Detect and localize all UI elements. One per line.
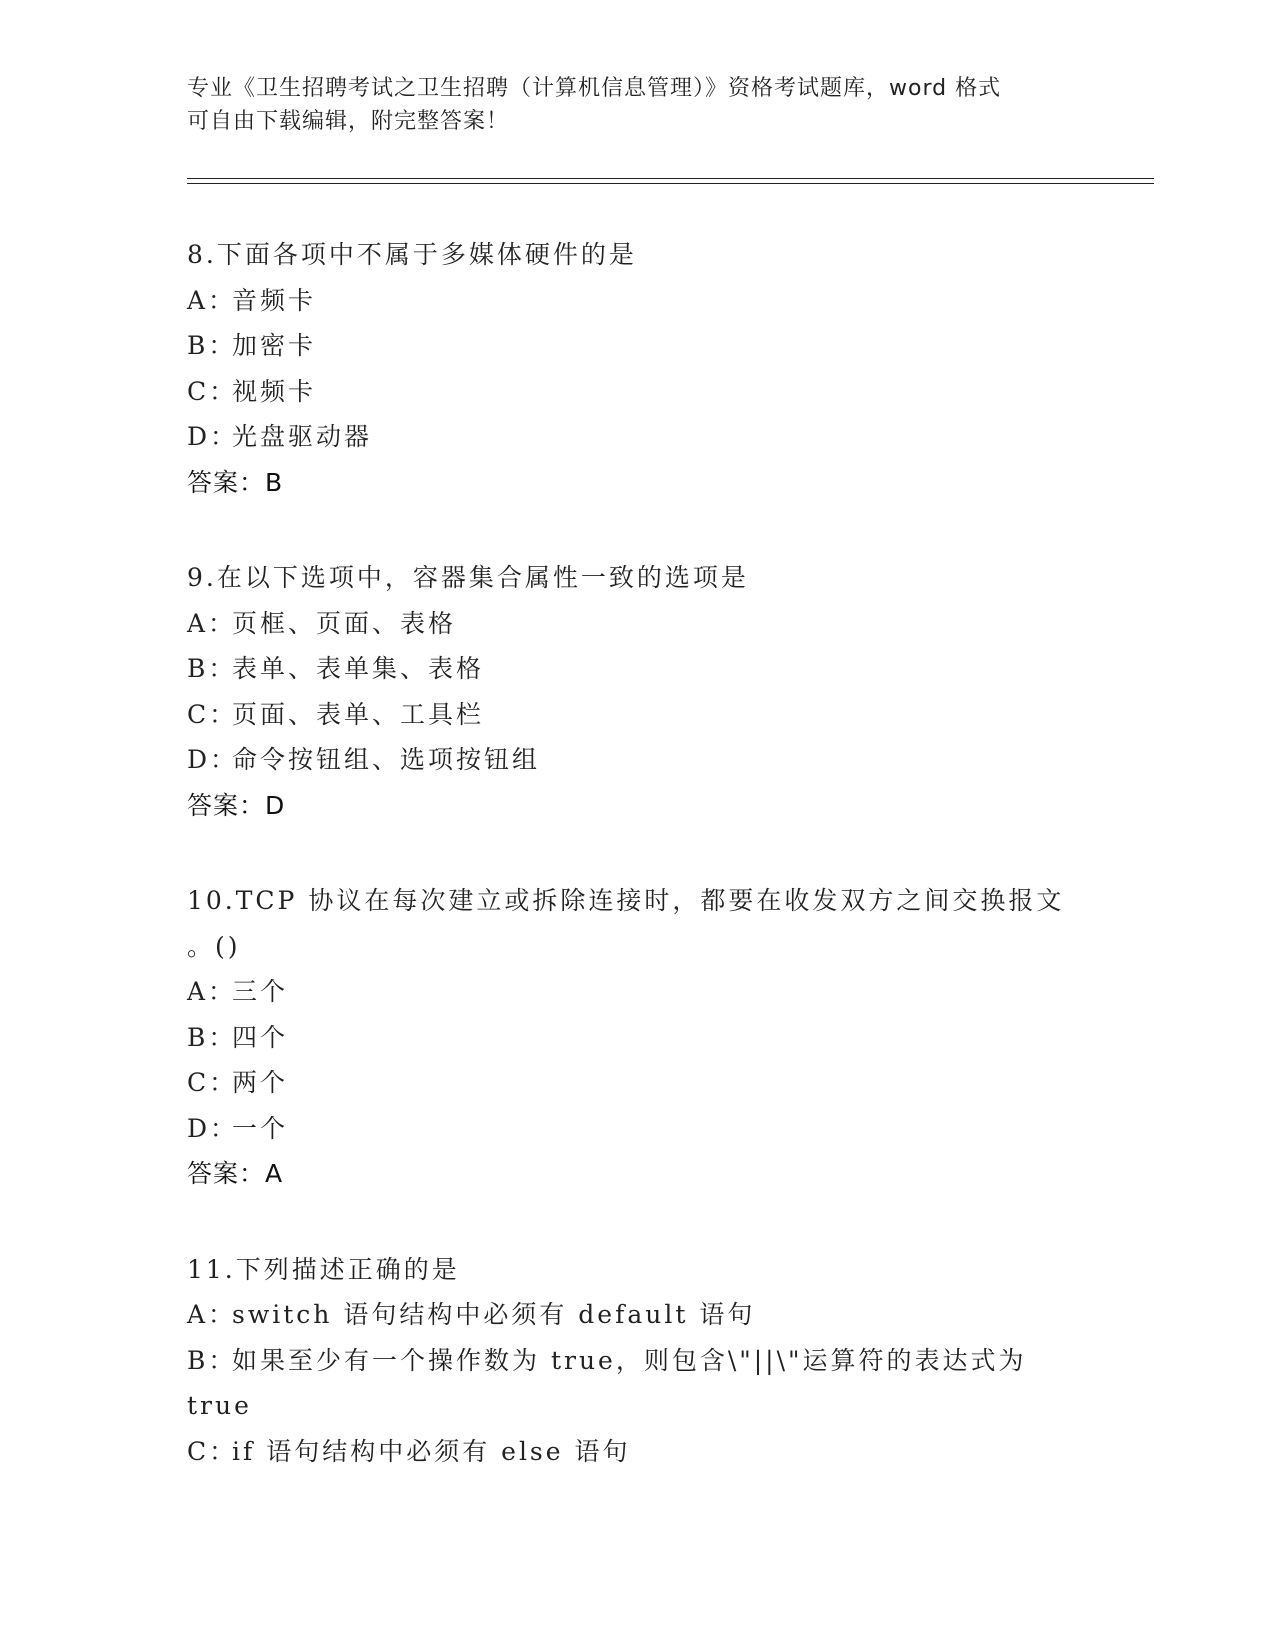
option-c <box>187 1060 1087 1106</box>
option-text: 视频卡 <box>232 376 317 406</box>
option-letter: A： <box>187 285 237 315</box>
option-letter: C： <box>187 1436 238 1466</box>
option-text: 四个 <box>232 1022 289 1052</box>
option-text: 三个 <box>232 977 289 1006</box>
question-list <box>187 232 1087 1524</box>
option-text: 光盘驱动器 <box>232 422 373 451</box>
option-text: switch 语句结构中必须有 default 语句 <box>232 1300 756 1329</box>
option-letter: A： <box>187 977 237 1006</box>
option-a <box>187 1292 1087 1338</box>
option-d <box>187 1106 1087 1152</box>
answer-line: 答案：B <box>187 467 284 497</box>
question-stem-line-1: 10.TCP 协议在每次建立或拆除连接时，都要在收发双方之间交换报文 <box>187 886 1065 915</box>
question-9 <box>187 555 1087 828</box>
option-a <box>187 969 1087 1015</box>
option-letter: D： <box>187 1113 239 1143</box>
question-stem: 11.下列描述正确的是 <box>187 1254 460 1284</box>
option-d <box>187 414 1087 460</box>
option-letter: D： <box>187 422 239 451</box>
option-text: 命令按钮组、选项按钮组 <box>232 745 541 774</box>
option-b <box>187 646 1087 692</box>
option-text: 音频卡 <box>232 285 317 315</box>
option-text: 两个 <box>232 1068 289 1097</box>
header-line-2: 可自由下载编辑，附完整答案！ <box>187 109 510 134</box>
option-letter: D： <box>187 745 239 774</box>
question-stem: 9.在以下选项中，容器集合属性一致的选项是 <box>187 563 749 592</box>
option-letter: C： <box>187 376 238 406</box>
option-letter: B： <box>187 1022 237 1052</box>
option-letter: B： <box>187 331 237 360</box>
header-divider-bottom <box>187 183 1154 184</box>
question-10 <box>187 878 1087 1197</box>
option-text: 加密卡 <box>232 331 317 360</box>
answer-line: 答案：A <box>187 1159 284 1188</box>
option-text: 页框、页面、表格 <box>232 608 457 638</box>
question-8 <box>187 232 1087 505</box>
option-letter: A： <box>187 608 237 638</box>
option-text: 页面、表单、工具栏 <box>232 699 485 729</box>
option-text: 一个 <box>232 1113 289 1143</box>
header-divider-top <box>187 178 1154 179</box>
answer-line: 答案：D <box>187 790 286 820</box>
document-header <box>187 72 1067 138</box>
option-b <box>187 1015 1087 1061</box>
option-letter: C： <box>187 1068 238 1097</box>
option-d <box>187 737 1087 783</box>
option-text: if 语句结构中必须有 else 语句 <box>232 1436 631 1466</box>
option-b <box>187 323 1087 369</box>
question-stem-line-2: 。() <box>187 931 241 961</box>
option-letter: B： <box>187 1345 237 1375</box>
header-line-1: 专业《卫生招聘考试之卫生招聘（计算机信息管理）》资格考试题库，word 格式 <box>187 76 1002 101</box>
option-c <box>187 1429 1087 1475</box>
question-stem: 8.下面各项中不属于多媒体硬件的是 <box>187 240 637 269</box>
option-b <box>187 1338 1087 1384</box>
option-b-continued: true <box>187 1391 252 1420</box>
option-a <box>187 278 1087 324</box>
option-text: 表单、表单集、表格 <box>232 654 485 683</box>
option-letter: A： <box>187 1300 237 1329</box>
option-c <box>187 369 1087 415</box>
option-letter: B： <box>187 654 237 683</box>
option-a <box>187 601 1087 647</box>
option-letter: C： <box>187 699 238 729</box>
option-text: 如果至少有一个操作数为 true，则包含\"||\"运算符的表达式为 <box>232 1345 1027 1375</box>
option-c <box>187 692 1087 738</box>
question-11 <box>187 1247 1087 1475</box>
